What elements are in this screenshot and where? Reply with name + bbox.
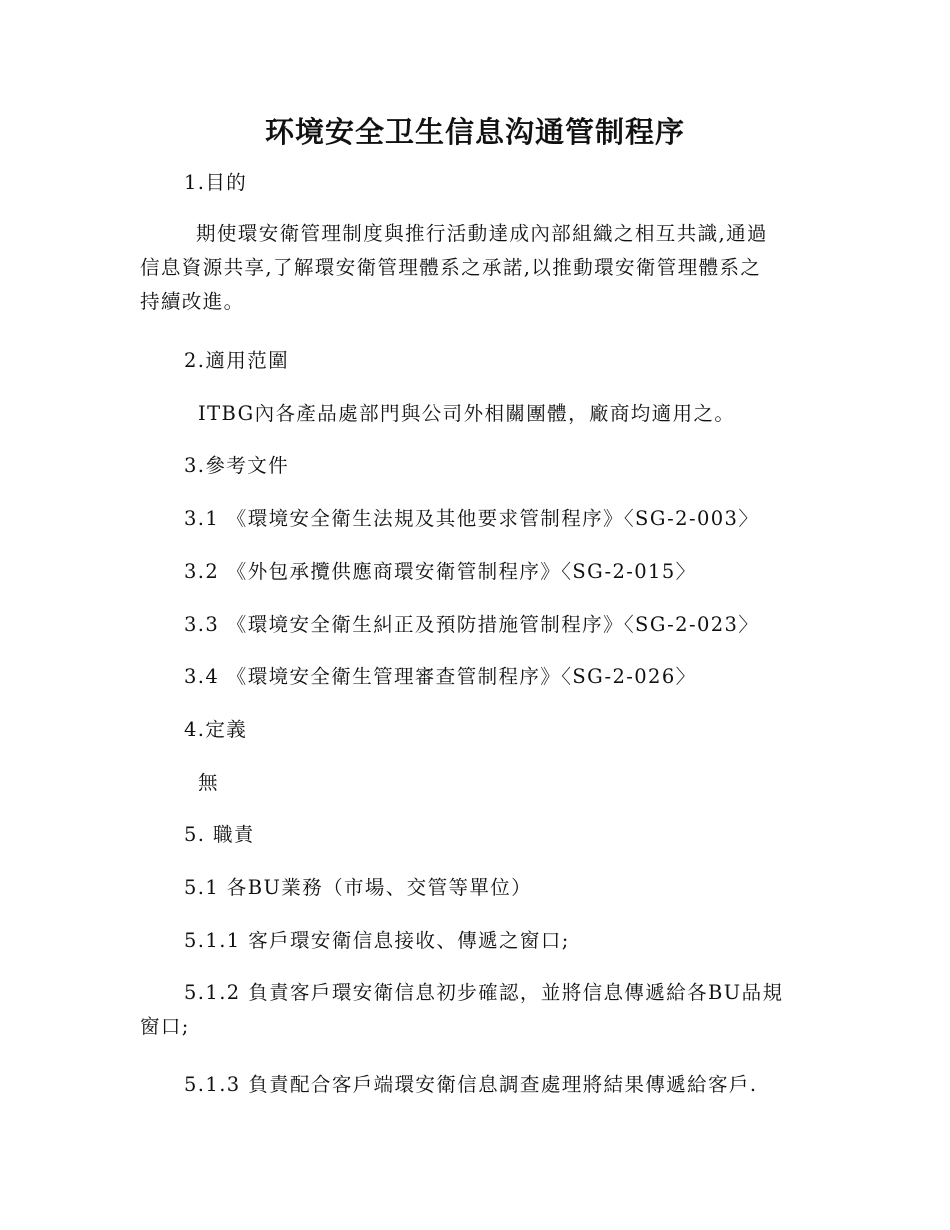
section-4-body: 無 bbox=[198, 771, 219, 794]
duty-item-5-1-2-line-1: 5.1.2 負責客戶環安衛信息初步確認，並將信息傳遞給各BU品規 bbox=[184, 981, 784, 1004]
section-1-body bbox=[140, 217, 805, 319]
section-2-body: ITBG內各產品處部門與公司外相關團體，廠商均適用之。 bbox=[198, 402, 736, 425]
reference-item-3-4: 3.4 《環境安全衛生管理審查管制程序》〈SG-2-026〉 bbox=[184, 665, 697, 688]
reference-item-3-2: 3.2 《外包承攬供應商環安衛管制程序》〈SG-2-015〉 bbox=[184, 560, 697, 583]
duty-item-5-1-2 bbox=[140, 976, 820, 1044]
duty-item-5-1-2-line-2: 窗口; bbox=[140, 1015, 190, 1038]
duty-item-5-1: 5.1 各BU業務（市場、交管等單位） bbox=[184, 876, 533, 899]
section-1-body-line-3: 持續改進。 bbox=[140, 290, 245, 313]
section-2-heading: 2.適用范圍 bbox=[184, 349, 290, 372]
duty-item-5-1-3: 5.1.3 負責配合客戶端環安衛信息調查處理將結果傳遞給客戶. bbox=[184, 1073, 758, 1096]
reference-item-3-3: 3.3 《環境安全衛生糾正及預防措施管制程序》〈SG-2-023〉 bbox=[184, 613, 760, 636]
section-3-heading: 3.參考文件 bbox=[184, 454, 290, 477]
document-title: 环境安全卫生信息沟通管制程序 bbox=[264, 115, 685, 149]
duty-item-5-1-1: 5.1.1 客戶環安衛信息接收、傳遞之窗口; bbox=[184, 929, 570, 952]
section-1-body-line-2: 信息資源共享,了解環安衛管理體系之承諾,以推動環安衛管理體系之 bbox=[140, 256, 762, 279]
section-1-body-line-1: 期使環安衛管理制度與推行活動達成內部組織之相互共識,通過 bbox=[196, 222, 768, 245]
section-4-heading: 4.定義 bbox=[184, 718, 248, 741]
reference-item-3-1: 3.1 《環境安全衛生法規及其他要求管制程序》〈SG-2-003〉 bbox=[184, 507, 760, 530]
section-5-heading: 5. 職責 bbox=[184, 823, 255, 846]
section-1-heading: 1.目的 bbox=[184, 171, 248, 194]
